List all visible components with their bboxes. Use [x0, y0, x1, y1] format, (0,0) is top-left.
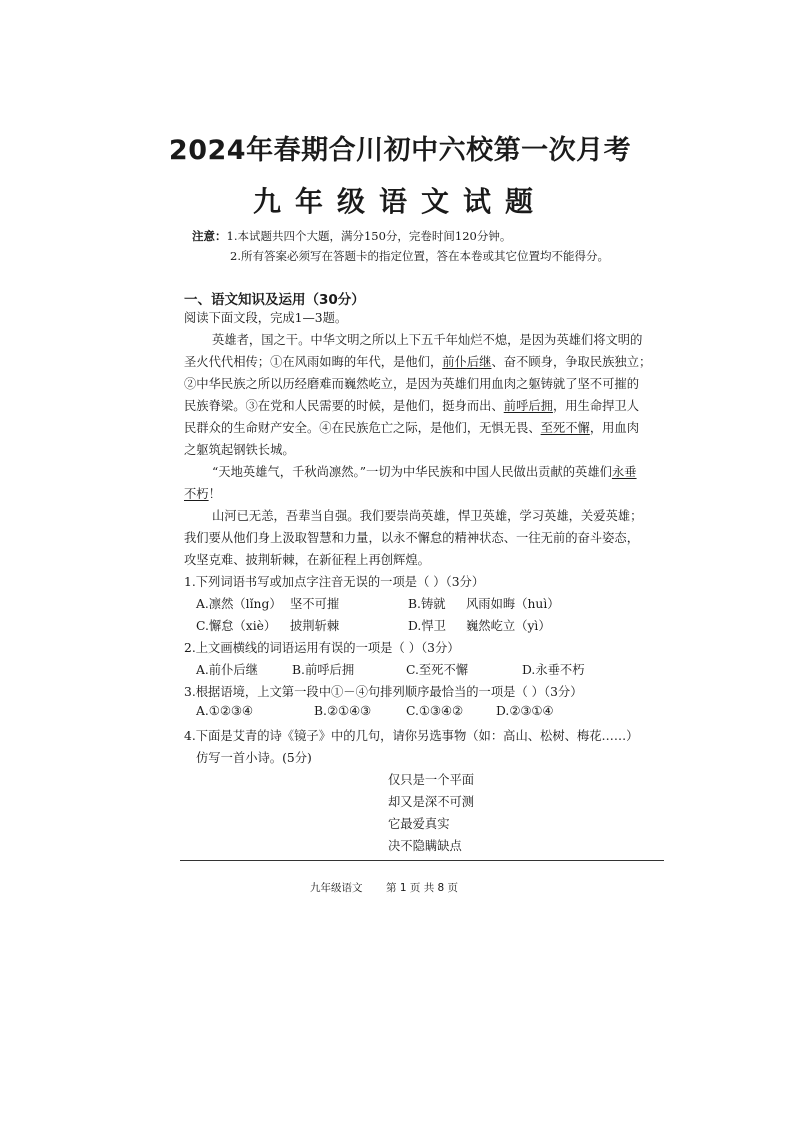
footer-divider [180, 860, 664, 861]
passage-line [184, 484, 221, 502]
q1-option-b: B.铸就 [408, 597, 446, 611]
question-4-cont: 仿写一首小诗。(5分) [196, 751, 312, 765]
passage-line: 之躯筑起钢铁长城。 [184, 443, 295, 457]
q2-option-b: B.前呼后拥 [292, 663, 355, 677]
section-heading: 一、语文知识及运用（30分） [184, 292, 365, 308]
q1-option-b-word: 风雨如晦（huì） [466, 597, 560, 611]
passage-text: 圣火代代相传；①在风雨如晦的年代，是他们， [184, 355, 443, 369]
poem-line: 仅只是一个平面 [388, 773, 475, 787]
passage-text: “天地英雄气，千秋尚凛然。”一切为中华民族和中国人民做出贡献的英雄们 [212, 465, 612, 479]
passage-line: 我们要从他们身上汲取智慧和力量，以永不懈怠的精神状态、一往无前的奋斗姿态， [184, 531, 639, 545]
footer-page-number: 第 1 页 共 8 页 [386, 882, 459, 894]
question-2: 2.上文画横线的词语运用有误的一项是（ ）（3分） [184, 641, 460, 655]
question-4: 4.下面是艾青的诗《镜子》中的几句，请你另选事物（如：高山、松树、梅花……） [184, 729, 639, 743]
underlined-word: 永垂 [611, 465, 637, 479]
q3-option-c: C.①③④② [406, 704, 463, 718]
passage-line: 攻坚克难、披荆斩棘，在新征程上再创辉煌。 [184, 553, 430, 567]
q1-option-d: D.悍卫 [408, 619, 446, 633]
passage-text: 、奋不顾身，争取民族独立； [491, 355, 652, 369]
notice-item-2: 2.所有答案必须写在答题卡的指定位置，答在本卷或其它位置均不能得分。 [230, 249, 609, 263]
section-intro: 阅读下面文段，完成1—3题。 [184, 311, 348, 325]
poem-line: 它最爱真实 [388, 817, 450, 831]
q2-option-a: A.前仆后继 [196, 663, 258, 677]
footer-subject: 九年级语文 [310, 882, 363, 894]
q1-option-c-word: 披荆斩棘 [290, 619, 340, 633]
poem-line: 却又是深不可测 [388, 795, 475, 809]
passage-line [184, 396, 639, 414]
passage-text: ，用血肉 [589, 421, 640, 435]
q1-option-a-word: 坚不可摧 [290, 597, 340, 611]
poem-line: 决不隐瞒缺点 [388, 839, 462, 853]
exam-subtitle: 九年级语文试题 [252, 185, 547, 218]
question-3: 3.根据语境，上文第一段中①－④句排列顺序最恰当的一项是（ ）（3分） [184, 685, 583, 699]
underlined-word: 前仆后继 [442, 355, 492, 369]
q3-option-a: A.①②③④ [196, 704, 253, 718]
passage-line [212, 462, 637, 480]
underlined-word: 至死不懈 [540, 421, 590, 435]
q1-option-a: A.凛然（lǐng） [196, 597, 282, 611]
q1-option-c: C.懈怠（xiè） [196, 619, 277, 633]
passage-text: 民族脊梁。③在党和人民需要的时候，是他们，挺身而出、 [184, 399, 504, 413]
question-1: 1.下列词语书写或加点字注音无误的一项是（ ）（3分） [184, 575, 485, 589]
q3-option-b: B.②①④③ [314, 704, 372, 718]
underlined-word: 前呼后拥 [503, 399, 553, 413]
notice-label: 注意： [192, 229, 227, 243]
passage-text: ！ [208, 487, 221, 501]
passage-line: 山河已无恙，吾辈当自强。我们要崇尚英雄，悍卫英雄，学习英雄，关爱英雄； [212, 509, 643, 523]
page-title: 2024年春期合川初中六校第一次月考 [168, 135, 632, 166]
q1-option-d-word: 巍然屹立（yì） [466, 619, 551, 633]
q2-option-d: D.永垂不朽 [522, 663, 585, 677]
q3-option-d: D.②③①④ [496, 704, 554, 718]
passage-line [184, 418, 639, 436]
passage-text: 民群众的生命财产安全。④在民族危亡之际，是他们，无惧无畏、 [184, 421, 541, 435]
notice-line-1 [192, 228, 511, 244]
underlined-word: 不朽 [184, 487, 209, 501]
q2-option-c: C.至死不懈 [406, 663, 469, 677]
passage-line [184, 352, 651, 370]
passage-line: 英雄者，国之干。中华文明之所以上下五千年灿烂不熄，是因为英雄们将文明的 [212, 333, 643, 347]
passage-text: ，用生命捍卫人 [552, 399, 640, 413]
passage-line: ②中华民族之所以历经磨难而巍然屹立，是因为英雄们用血肉之躯铸就了坚不可摧的 [184, 377, 639, 391]
notice-item-1: 1.本试题共四个大题，满分150分，完卷时间120分钟。 [226, 229, 512, 243]
